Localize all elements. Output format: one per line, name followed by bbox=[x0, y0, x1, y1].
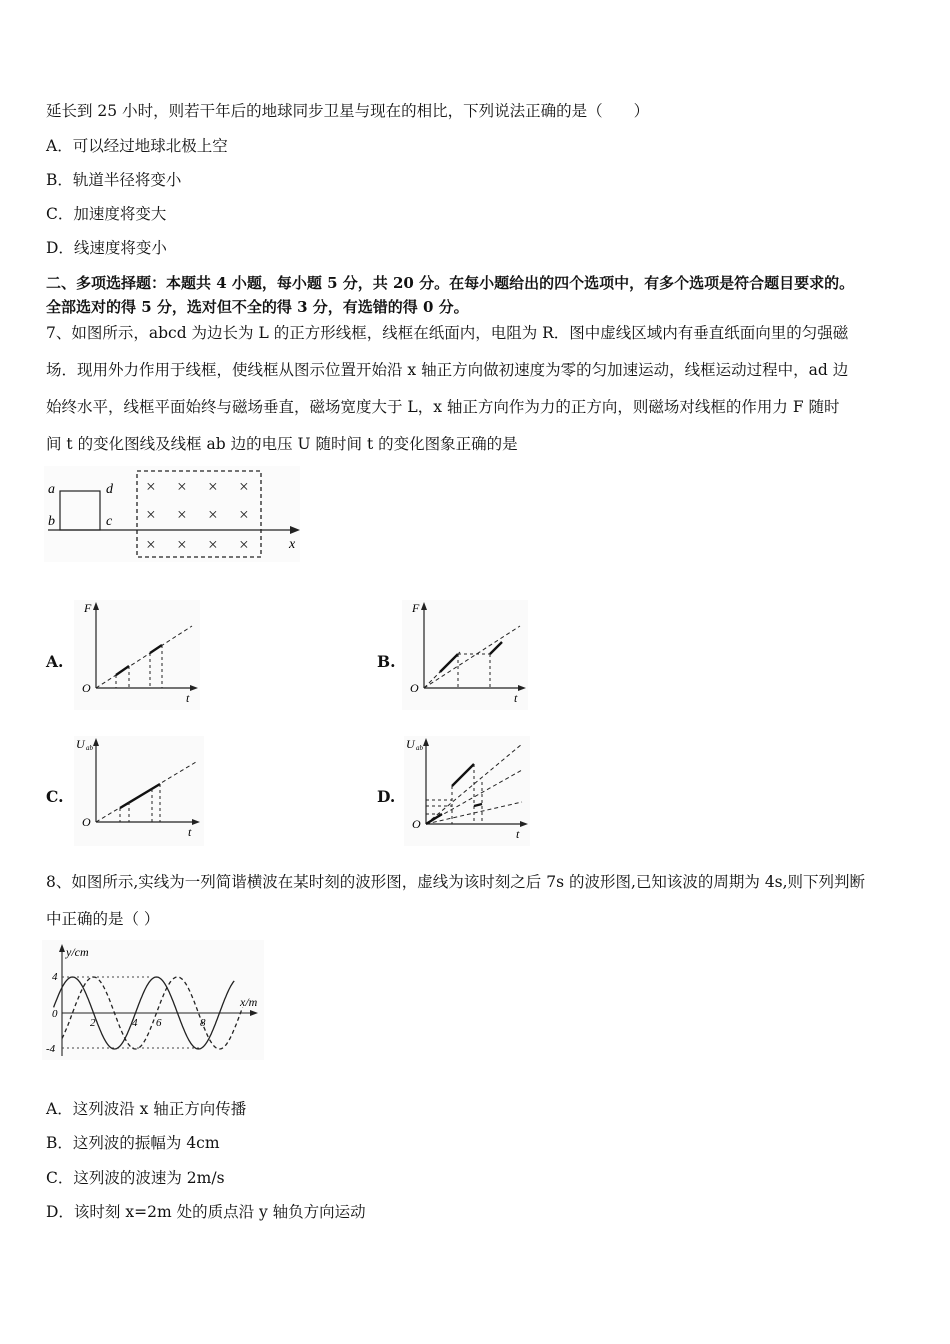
q8-option-a: A．这列波沿 x 轴正方向传播 bbox=[46, 1100, 247, 1118]
axis-label-t: t bbox=[186, 691, 190, 705]
q6-option-a: A．可以经过地球北极上空 bbox=[46, 137, 228, 155]
cross-icon: × bbox=[145, 535, 157, 554]
axis-label-u-subscript: ab bbox=[416, 744, 423, 752]
cross-icon: × bbox=[145, 477, 157, 496]
cross-icon: × bbox=[176, 477, 188, 496]
q7-option-a-graph bbox=[74, 600, 204, 712]
q7-option-b-graph bbox=[402, 600, 532, 712]
q7-option-c-label: C. bbox=[46, 787, 64, 806]
origin-label: O bbox=[412, 817, 421, 831]
origin-label: O bbox=[82, 681, 91, 695]
q8-option-b: B．这列波的振幅为 4cm bbox=[46, 1134, 220, 1152]
x-tick-8: 8 bbox=[200, 1017, 206, 1029]
axis-label-u-subscript: ab bbox=[86, 744, 93, 752]
cross-icon: × bbox=[176, 505, 188, 524]
q7-line4: 间 t 的变化图线及线框 ab 边的电压 U 随时间 t 的变化图象正确的是 bbox=[46, 435, 518, 453]
q7-line3: 始终水平，线框平面始终与磁场垂直，磁场宽度大于 L，x 轴正方向作为力的正方向，则磁场对线框的作用力 F 随时 bbox=[46, 398, 840, 416]
label-d: d bbox=[106, 482, 113, 497]
q6-option-c: C．加速度将变大 bbox=[46, 205, 167, 223]
y-axis-label: y/cm bbox=[66, 945, 89, 959]
axis-label-u: U bbox=[76, 737, 85, 751]
q6-stem: 延长到 25 小时，则若干年后的地球同步卫星与现在的相比，下列说法正确的是（ ） bbox=[46, 102, 650, 120]
origin-label: O bbox=[410, 681, 419, 695]
q8-line2: 中正确的是（ ） bbox=[46, 910, 160, 928]
q8-option-d: D．该时刻 x=2m 处的质点沿 y 轴负方向运动 bbox=[46, 1203, 366, 1221]
cross-icon: × bbox=[207, 505, 219, 524]
y-tick-neg4: -4 bbox=[46, 1043, 56, 1055]
cross-icon: × bbox=[238, 505, 250, 524]
q8-wave-graph bbox=[42, 940, 268, 1062]
axis-label-f: F bbox=[84, 601, 92, 615]
q7-loop-field-figure bbox=[44, 466, 306, 566]
q7-line2: 场．现用外力作用于线框，使线框从图示位置开始沿 x 轴正方向做初速度为零的匀加速运动，线框运动过程中，ad 边 bbox=[46, 361, 849, 379]
q7-option-a-label: A. bbox=[46, 652, 64, 671]
label-a: a bbox=[48, 482, 55, 497]
y-tick-4: 4 bbox=[52, 971, 58, 983]
cross-icon: × bbox=[207, 477, 219, 496]
label-b: b bbox=[48, 514, 55, 529]
x-axis-label: x/m bbox=[240, 995, 258, 1009]
q8-option-c: C．这列波的波速为 2m/s bbox=[46, 1169, 225, 1187]
axis-label-u: U bbox=[406, 737, 415, 751]
axis-label-t: t bbox=[188, 825, 192, 839]
q6-option-b: B．轨道半径将变小 bbox=[46, 171, 182, 189]
section2-line2: 全部选对的得 5 分，选对但不全的得 3 分，有选错的得 0 分。 bbox=[46, 298, 469, 316]
q7-option-d-label: D. bbox=[377, 787, 396, 806]
origin-label: O bbox=[82, 815, 91, 829]
q6-option-d: D．线速度将变小 bbox=[46, 239, 167, 257]
y-tick-0: 0 bbox=[52, 1008, 58, 1020]
label-x: x bbox=[289, 537, 296, 552]
label-c: c bbox=[106, 514, 113, 529]
q8-line1: 8、如图所示,实线为一列简谐横波在某时刻的波形图，虚线为该时刻之后 7s 的波形图,已知该波的周期为 4s,则下列判断 bbox=[46, 873, 866, 891]
q7-option-d-graph bbox=[404, 736, 534, 848]
cross-icon: × bbox=[145, 505, 157, 524]
x-tick-2: 2 bbox=[90, 1017, 96, 1029]
q7-option-c-graph bbox=[74, 736, 208, 848]
q7-line1: 7、如图所示，abcd 为边长为 L 的正方形线框，线框在纸面内，电阻为 R．图中虚线区域内有垂直纸面向里的匀强磁 bbox=[46, 324, 849, 342]
cross-icon: × bbox=[207, 535, 219, 554]
axis-label-t: t bbox=[514, 691, 518, 705]
cross-icon: × bbox=[176, 535, 188, 554]
x-tick-4: 4 bbox=[132, 1017, 138, 1029]
axis-label-f: F bbox=[412, 601, 420, 615]
axis-label-t: t bbox=[516, 827, 520, 841]
cross-icon: × bbox=[238, 535, 250, 554]
x-tick-6: 6 bbox=[156, 1017, 162, 1029]
q7-option-b-label: B. bbox=[377, 652, 396, 671]
section2-line1: 二、多项选择题：本题共 4 小题，每小题 5 分，共 20 分。在每小题给出的四个选项中，有多个选项是符合题目要求的。 bbox=[46, 274, 855, 292]
cross-icon: × bbox=[238, 477, 250, 496]
